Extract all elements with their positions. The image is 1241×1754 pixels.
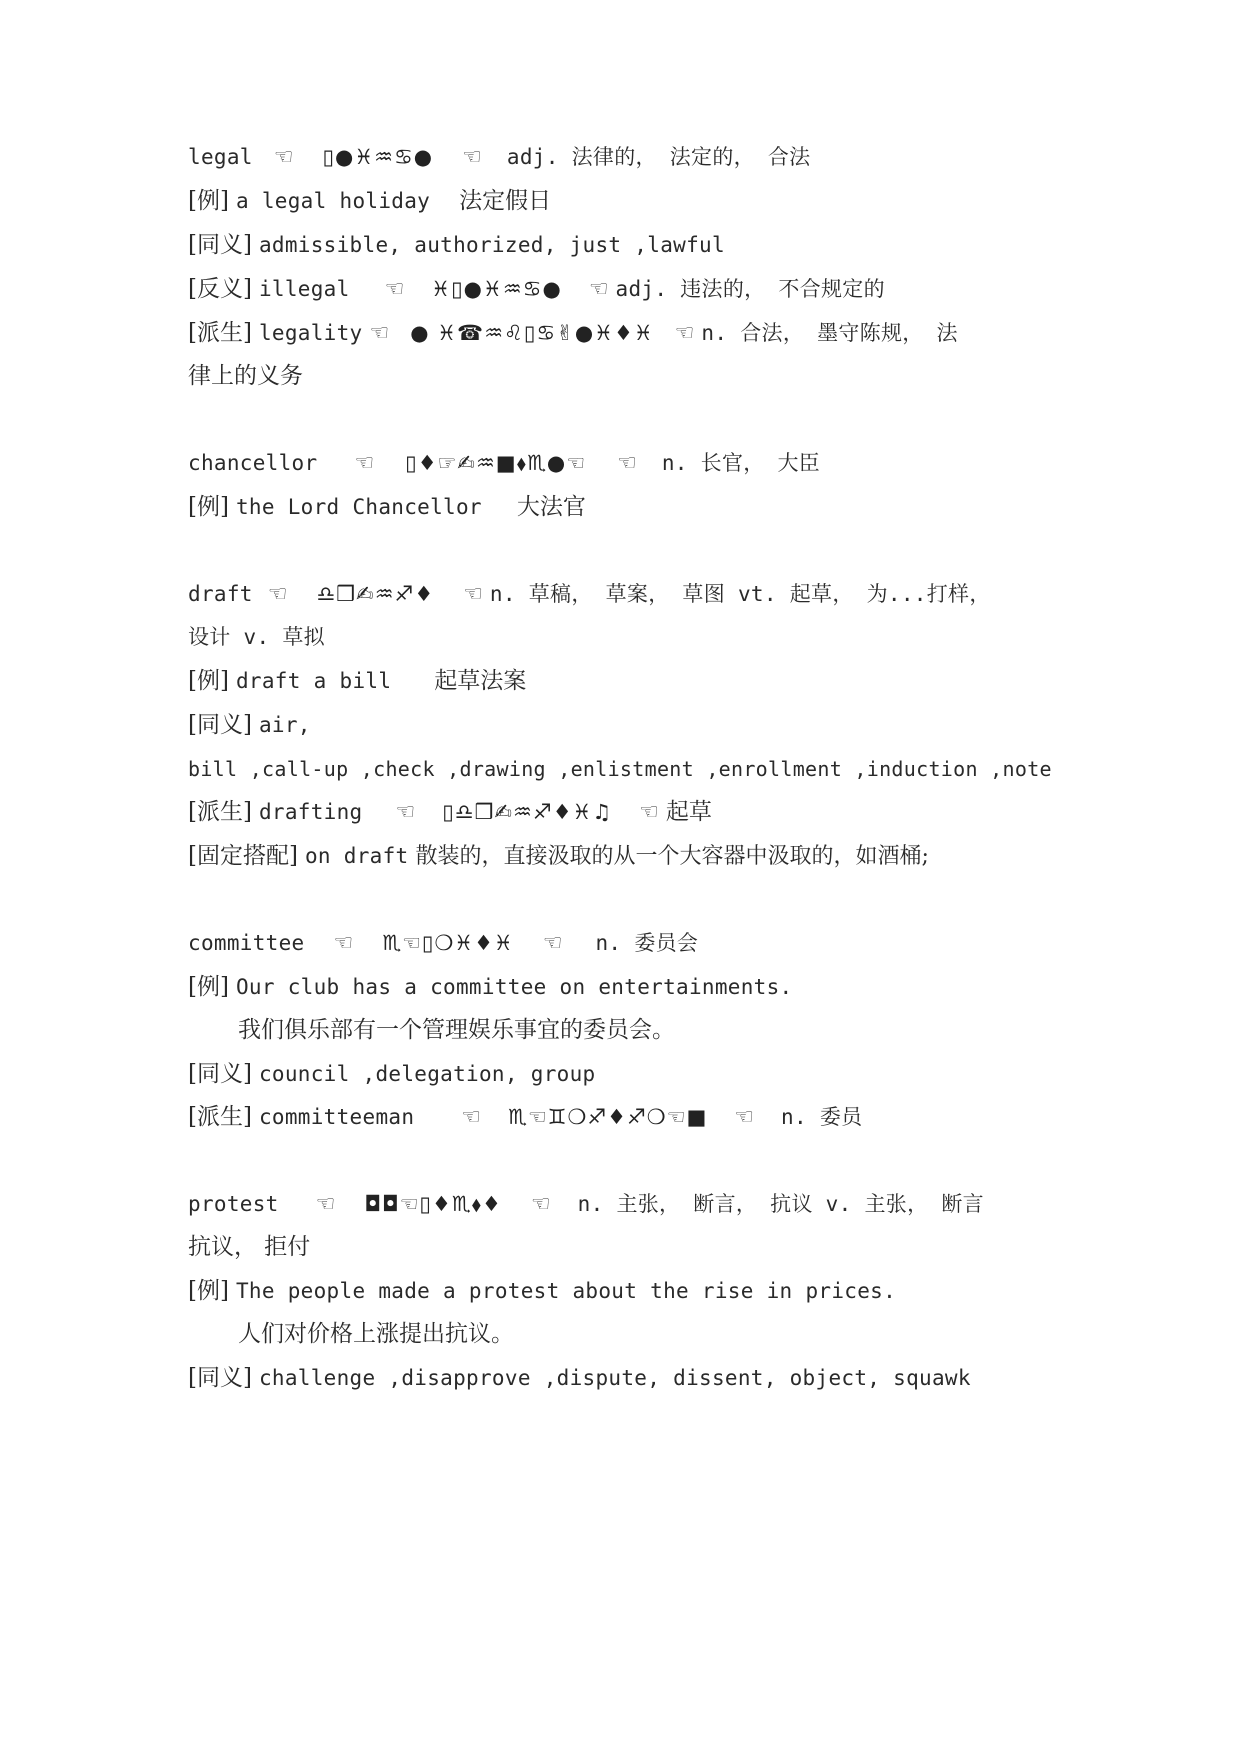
headword: draft [188,582,253,606]
derivative-tag: [派生] [188,320,252,346]
synonym-text: council ,delegation, group [258,1062,596,1086]
definition: n. 主张， 断言， 抗议 v. 主张， 断言 [577,1192,984,1216]
fixed-phrase-line [188,842,1058,871]
continuation-line [188,623,1058,652]
synonym-line [188,231,1058,260]
headword: protest [188,1192,279,1216]
derivative-definition: n. 合法， 墨守陈规， 法 [701,321,958,345]
synonym-text: challenge ,disapprove ,dispute, dissent, object, squawk [258,1366,971,1390]
synonym-tag: [同义] [188,232,252,258]
phonetic: ▯♦☞✍♒■⬧♏●☜ [405,451,587,475]
example-text: the Lord Chancellor [235,495,482,519]
example-translation: 我们俱乐部有一个管理娱乐事宜的委员会。 [238,1017,675,1043]
entry-headword-line [188,449,1058,478]
pointing-hand-icon: ☜ [333,931,354,956]
derivative-tag: [派生] [188,799,252,825]
definition: n. 草稿， 草案， 草图 vt. 起草， 为...打样， [489,582,991,606]
pointing-hand-icon: ☜ [273,145,294,170]
pointing-hand-icon: ☜ [734,1105,755,1130]
example-translation-line [238,1016,1108,1045]
example-line [188,493,1058,522]
example-translation: 法定假日 [459,188,552,214]
entry-headword-line [188,143,1058,172]
example-text: Our club has a committee on entertainments. [235,975,793,999]
definition: n. 委员会 [595,931,699,955]
synonym-line [188,1060,1058,1089]
definition: n. 长官， 大臣 [661,451,821,475]
synonym-tag: [同义] [188,1365,252,1391]
antonym-phonetic: ♓▯●♓♒♋● [431,277,562,301]
pointing-hand-icon: ☜ [384,277,405,302]
example-text: draft a bill [235,669,392,693]
example-translation: 大法官 [516,494,586,520]
example-text: The people made a protest about the rise in prices. [235,1279,897,1303]
example-line [188,1277,1058,1306]
pointing-hand-icon: ☜ [674,321,695,346]
derivative-phonetic: ♏☜♊❍♐♦♐❍☜■ [508,1105,708,1129]
synonym-text: admissible, authorized, just ,lawful [258,233,725,257]
entry-headword-line [188,580,1058,609]
derivative-tag: [派生] [188,1104,252,1130]
example-line [188,187,1058,216]
pointing-hand-icon: ☜ [354,451,375,476]
derivative-line [188,798,1058,827]
antonym-tag: [反义] [188,276,252,302]
synonym-tag: [同义] [188,1061,252,1087]
example-translation: 起草法案 [434,668,527,694]
entry-headword-line [188,929,1058,958]
example-translation-line [238,1320,1108,1349]
pointing-hand-icon: ☜ [542,931,563,956]
headword: legal [188,145,253,169]
phonetic: ▯●♓♒♋● [322,145,434,169]
pointing-hand-icon: ☜ [267,582,288,607]
example-tag: [例] [188,188,229,214]
pointing-hand-icon: ☜ [639,800,659,825]
antonym-definition: adj. 违法的， 不合规定的 [615,277,885,301]
definition-continuation: 抗议， 拒付 [188,1234,311,1260]
pointing-hand-icon: ☜ [395,800,416,825]
derivative-word: committeeman [258,1105,415,1129]
example-text: a legal holiday [235,189,431,213]
phonetic: ♎❒✍♒♐♦ [316,582,435,606]
pointing-hand-icon: ☜ [461,1105,482,1130]
derivative-line [188,1103,1058,1132]
synonym-line [188,1364,1058,1393]
example-tag: [例] [188,494,229,520]
synonym-text: air, [258,713,311,737]
derivative-word: drafting [258,800,363,824]
antonym-word: illegal [258,277,350,301]
fixed-phrase-tag: [固定搭配] [188,843,298,869]
derivative-phonetic: ● ♓☎♒♌▯♋✌●♓♦♓ [410,321,654,345]
derivative-definition: 起草 [665,799,712,825]
definition-continuation: 设计 v. 草拟 [188,625,325,649]
headword: chancellor [188,451,318,475]
synonym-tag: [同义] [188,712,252,738]
fixed-phrase: on draft [304,844,409,868]
example-tag: [例] [188,1278,229,1304]
fixed-phrase-translation: 散装的，直接汲取的从一个大容器中汲取的，如酒桶; [415,844,929,869]
pointing-hand-icon: ☜ [369,321,390,346]
phonetic: ◘◘☜▯♦♏⬧♦ [364,1192,502,1216]
phonetic: ♏☜▯❍♓♦♓ [382,931,514,955]
definition: adj. 法律的， 法定的， 合法 [506,145,811,169]
example-translation: 人们对价格上涨提出抗议。 [238,1321,514,1347]
continuation-line [188,362,1058,391]
pointing-hand-icon: ☜ [588,277,609,302]
pointing-hand-icon: ☜ [617,451,637,476]
headword: committee [188,931,305,955]
example-tag: [例] [188,668,229,694]
entry-headword-line [188,1190,1058,1219]
synonym-continuation-line [188,755,1058,784]
derivative-phonetic: ▯♎❒✍♒♐♦♓♫ [442,800,613,824]
example-tag: [例] [188,974,229,1000]
pointing-hand-icon: ☜ [530,1192,551,1217]
example-line [188,973,1058,1002]
synonym-continuation: bill ,call-up ,check ,drawing ,enlistment ,enrollment ,induction ,note [188,757,1052,781]
pointing-hand-icon: ☜ [315,1192,336,1217]
derivative-definition: n. 委员 [781,1105,863,1129]
definition-continuation: 律上的义务 [188,363,303,389]
derivative-word: legality [258,321,363,345]
pointing-hand-icon: ☜ [462,145,482,170]
antonym-line [188,275,1058,304]
pointing-hand-icon: ☜ [463,582,483,607]
synonym-line [188,711,1058,740]
derivative-line [188,319,1058,348]
example-line [188,667,1058,696]
continuation-line [188,1233,1058,1262]
